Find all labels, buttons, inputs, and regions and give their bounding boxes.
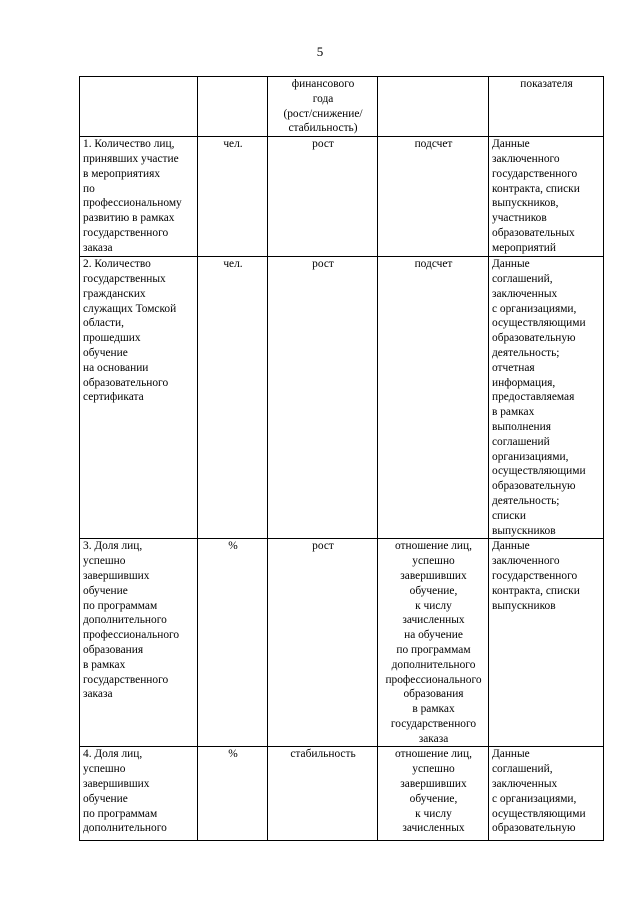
indicator-method: отношение лиц, успешно завершивших обучение, к числу зачисленных на обучение по программам дополнительного профессионального образования в рамках государственного заказа [378, 539, 489, 747]
table-header-row [80, 77, 604, 137]
indicator-unit: % [198, 539, 268, 747]
table-row [80, 257, 604, 539]
indicator-source: Данные заключенного государственного контракта, списки выпускников, участников образовательных мероприятий [489, 137, 604, 257]
header-cell-unit [198, 77, 268, 137]
indicator-direction: рост [268, 539, 378, 747]
indicator-name: 4. Доля лиц, успешно завершивших обучение по программам дополнительного [80, 747, 198, 841]
header-cell-method [378, 77, 489, 137]
indicator-method: подсчет [378, 257, 489, 539]
indicator-source: Данные заключенного государственного контракта, списки выпускников [489, 539, 604, 747]
indicator-name: 2. Количество государственных гражданских служащих Томской области, прошедших обучение на основании образовательного сертификата [80, 257, 198, 539]
indicator-direction: стабильность [268, 747, 378, 841]
header-cell-name [80, 77, 198, 137]
indicator-unit: % [198, 747, 268, 841]
header-cell-source: показателя [489, 77, 604, 137]
indicator-unit: чел. [198, 257, 268, 539]
indicator-name: 1. Количество лиц, принявших участие в мероприятиях по профессиональному развитию в рамках государственного заказа [80, 137, 198, 257]
indicator-unit: чел. [198, 137, 268, 257]
indicator-source: Данные соглашений, заключенных с организациями, осуществляющими образовательную деятельность; отчетная информация, предоставляемая в рамках выполнения соглашений организациями, осуществляющими образовательную деятельность; списки выпускников [489, 257, 604, 539]
table-row [80, 747, 604, 841]
indicator-method: отношение лиц, успешно завершивших обучение, к числу зачисленных [378, 747, 489, 841]
table-row [80, 539, 604, 747]
table-row [80, 137, 604, 257]
header-cell-direction: финансового года (рост/снижение/ стабильность) [268, 77, 378, 137]
indicator-source: Данные соглашений, заключенных с организациями, осуществляющими образовательную [489, 747, 604, 841]
indicator-direction: рост [268, 137, 378, 257]
indicator-name: 3. Доля лиц, успешно завершивших обучение по программам дополнительного профессионального образования в рамках государственного заказа [80, 539, 198, 747]
indicator-method: подсчет [378, 137, 489, 257]
page-number: 5 [316, 44, 324, 59]
indicators-table [79, 76, 604, 841]
indicator-direction: рост [268, 257, 378, 539]
